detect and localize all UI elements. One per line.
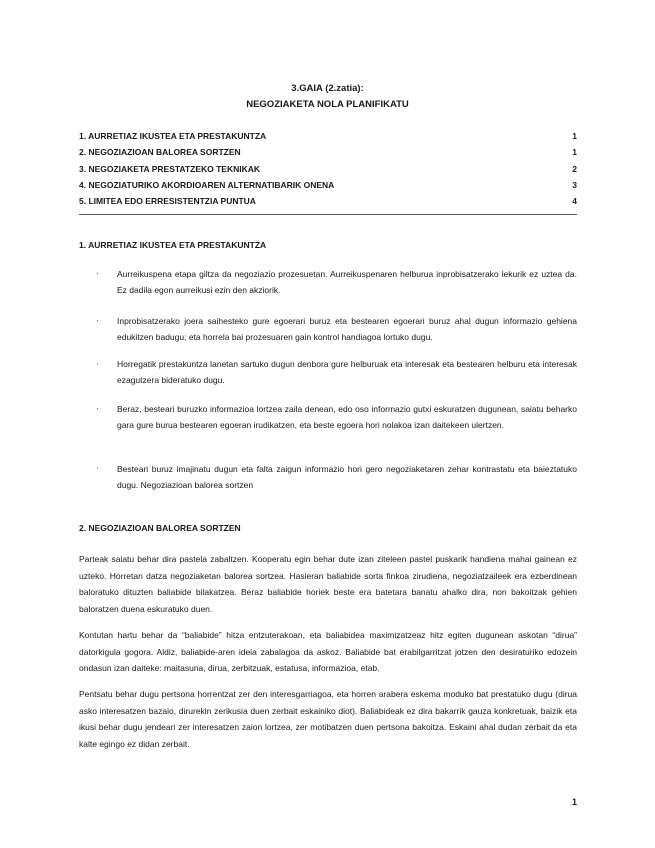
toc-entry-page: 4 xyxy=(572,196,577,206)
bullet-icon: · xyxy=(96,464,99,473)
toc-entry-page: 3 xyxy=(572,180,577,190)
toc-entry-label: 1. AURRETIAZ IKUSTEA ETA PRESTAKUNTZA xyxy=(79,131,267,141)
toc-entry-label: 3. NEGOZIAKETA PRESTATZEKO TEKNIKAK xyxy=(79,164,261,174)
body-paragraph-1: Parteak saiatu behar dira pastela zabaltzen. Kooperatu egin behar dute izan ziteleen pastel puskarik handiena mahai gainean ez uzteko. Horretan datza negoziaketan balorea sortzea. Hasieran baliabide sorta finkoa zirudiena, negoziatzaileek era ezberdinean baloratuko dituzten baliabide bilakatzea. Beraz baliabide horiek beste era batetara banatu ahalko dira, non bakoitzak gehien baloratzen duena eskuratuko duen. xyxy=(79,554,577,614)
toc-entry-label: 5. LIMITEA EDO ERRESISTENTZIA PUNTUA xyxy=(79,196,256,206)
bullet-icon: · xyxy=(96,359,99,368)
bullet-text: Horregatik prestakuntza lanetan sartuko dugun denbora gure helburuak eta interesak eta bestearen helburu eta interesak ezagutzera bideratuko dugu. xyxy=(117,359,577,385)
bullet-text: Inprobisatzerako joera saihesteko gure egoerari buruz eta bestearen egoerari buruz ahal dugun informazio gehiena edukitzen badugu; eta horrela bai prozesuaren gain kontrol handiagoa lortuko dugu. xyxy=(117,316,577,342)
toc-divider xyxy=(79,214,577,215)
page-title-line1: 3.GAIA (2.zatia): xyxy=(291,83,364,94)
body-paragraph-2: Kontutan hartu behar da “baliabide” hitza entzuterakoan, eta baliabidea maximizatzeaz hitz egiten dugunean askotan “dirua” datorkigula gogora. Aldiz, baliabide-aren ideia zabalagoa da askoz. Baliabide bat erabilgarritzat jotzen den desiraturiko edozein ondasun izan daiteke: maitasuna, dirua, zerbitzuak, estatusa, informazioa, etab. xyxy=(79,630,577,673)
toc-entry-page: 2 xyxy=(572,164,577,174)
bullet-icon: · xyxy=(96,404,99,413)
page-number: 1 xyxy=(571,797,577,807)
body-paragraph-3: Pentsatu behar dugu pertsona horrentzat zer den interesgarriagoa, eta horren arabera eskema moduko bat prestatuko dugu (dirua asko interesatzen bazaio, dirurekin zerikusia duen zerbait eskainiko diot). Baliabideak ez dira bakarrik gauza konkretuak, baizik eta ikusi behar dugu jendeari zer interesatzen zaion lortzea, zer motibatzen duen pertsona bakoitza. Eskaini ahal dudan zerbait da eta kalte egingo ez didan zerbait. xyxy=(79,689,577,749)
bullet-icon: · xyxy=(96,269,99,278)
section-2-heading: 2. NEGOZIAZIOAN BALOREA SORTZEN xyxy=(79,523,241,533)
toc-entry-page: 1 xyxy=(572,147,577,157)
bullet-text: Beraz, besteari buruzko informazioa lortzea zaila denean, edo oso informazio gutxi eskuratzen dugunean, saiatu beharko gara gure burua bestearen egoeran irudikatzen, eta beste egoera hori nolakoa izan daitekeen ulertzen. xyxy=(117,404,577,430)
bullet-text: Aurreikuspena etapa giltza da negoziazio prozesuetan. Aurreikuspenaren helburua inprobisatzerako lekurik ez uztea da. Ez dadila egon aurreikusi ezin den akziorik. xyxy=(117,269,577,295)
toc-entry-page: 1 xyxy=(572,131,577,141)
toc-entry-label: 4. NEGOZIATURIKO AKORDIOAREN ALTERNATIBARIK ONENA xyxy=(79,180,335,190)
toc-entry-label: 2. NEGOZIAZIOAN BALOREA SORTZEN xyxy=(79,147,241,157)
bullet-icon: · xyxy=(96,316,99,325)
section-1-heading: 1. AURRETIAZ IKUSTEA ETA PRESTAKUNTZA xyxy=(79,240,267,250)
bullet-text: Besteari buruz imajinatu dugun eta falta zaigun informazio hori gero negoziaketaren zehar kontrastatu eta baieztatuko dugu. Negoziazioan balorea sortzen xyxy=(117,464,577,490)
page-title-line2: NEGOZIAKETA NOLA PLANIFIKATU xyxy=(246,99,409,110)
